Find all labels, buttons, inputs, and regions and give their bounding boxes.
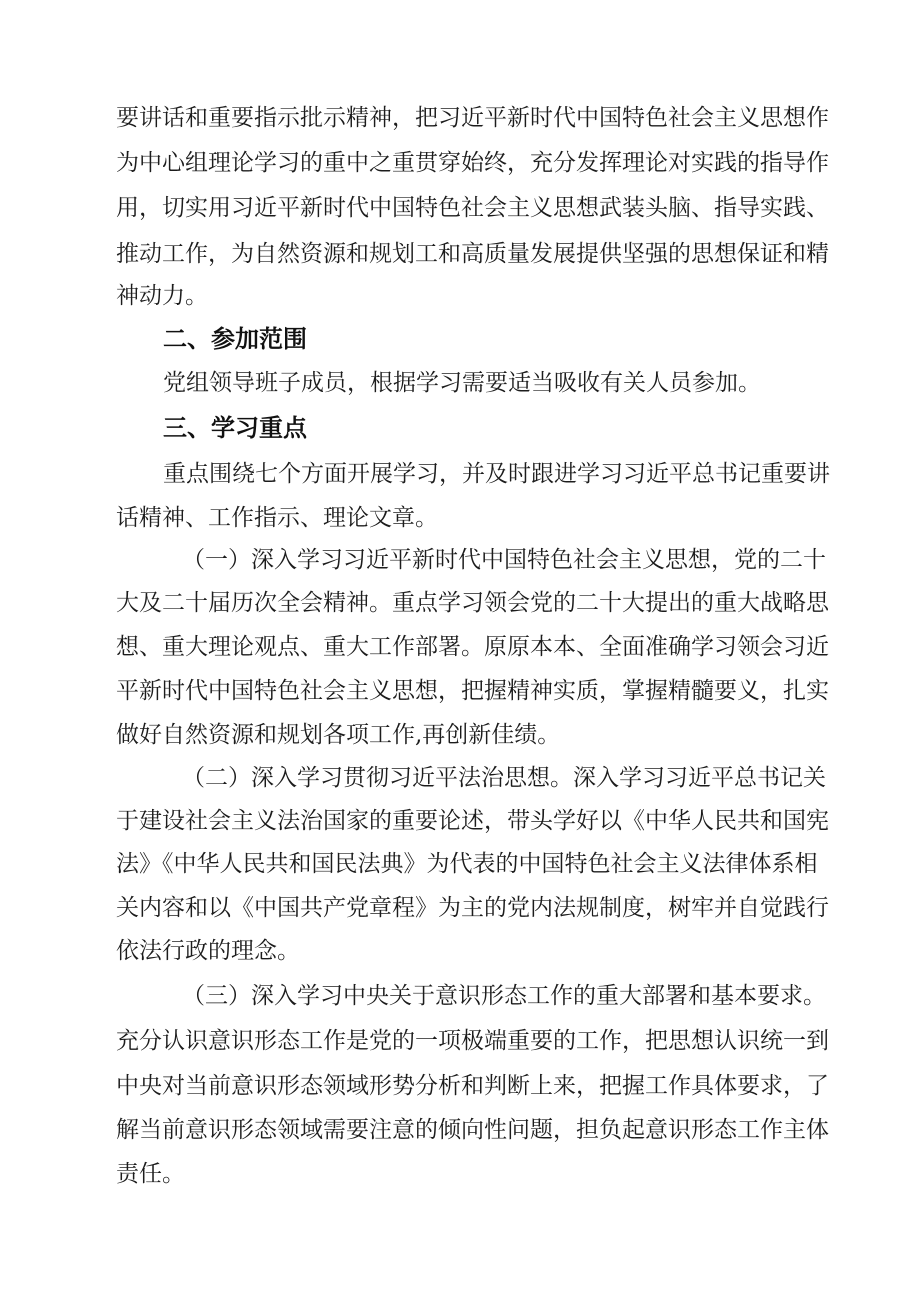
section-heading-scope: 二、参加范围 — [163, 325, 307, 353]
focus-item-line: 解当前意识形态领域需要注意的倾向性问题，担负起意识形态工作主体 — [116, 1117, 829, 1143]
focus-item-line: 关内容和以《中国共产党章程》为主的党内法规制度，树牢并自觉践行 — [116, 895, 829, 921]
focus-item-line: 责任。 — [116, 1161, 185, 1187]
focus-intro-line: 重点围绕七个方面开展学习，并及时跟进学习习近平总书记重要讲 — [163, 461, 830, 487]
focus-item-line: （二）深入学习贯彻习近平法治思想。深入学习习近平总书记关 — [182, 765, 826, 791]
focus-item-line: 做好自然资源和规划各项工作,再创新佳绩。 — [116, 722, 561, 748]
focus-item-line: 于建设社会主义法治国家的重要论述，带头学好以《中华人民共和国宪 — [116, 808, 829, 834]
section-heading-focus: 三、学习重点 — [163, 414, 307, 442]
focus-item-line: 依法行政的理念。 — [116, 938, 300, 964]
focus-item-line: 法》《中华人民共和国民法典》为代表的中国特色社会主义法律体系相 — [116, 851, 818, 877]
focus-item-line: 中央对当前意识形态领域形势分析和判断上来，把握工作具体要求，了 — [116, 1073, 829, 1099]
focus-item-line: （三）深入学习中央关于意识形态工作的重大部署和基本要求。 — [182, 983, 826, 1009]
focus-item-line: 平新时代中国特色社会主义思想，把握精神实质，掌握精髓要义，扎实 — [116, 678, 829, 704]
intro-line: 神动力。 — [116, 283, 208, 309]
scope-line: 党组领导班子成员，根据学习需要适当吸收有关人员参加。 — [163, 370, 761, 396]
intro-line: 为中心组理论学习的重中之重贯穿始终，充分发挥理论对实践的指导作 — [116, 150, 829, 176]
intro-line: 用，切实用习近平新时代中国特色社会主义思想武装头脑、指导实践、 — [116, 195, 829, 221]
focus-item-line: 想、重大理论观点、重大工作部署。原原本本、全面准确学习领会习近 — [116, 634, 829, 660]
intro-line: 要讲话和重要指示批示精神，把习近平新时代中国特色社会主义思想作 — [116, 105, 829, 131]
focus-intro-line: 话精神、工作指示、理论文章。 — [116, 505, 438, 531]
intro-line: 推动工作，为自然资源和规划工和高质量发展提供坚强的思想保证和精 — [116, 241, 829, 267]
focus-item-line: 大及二十届历次全会精神。重点学习领会党的二十大提出的重大战略思 — [116, 590, 829, 616]
focus-item-line: （一）深入学习习近平新时代中国特色社会主义思想，党的二十 — [182, 547, 826, 573]
focus-item-line: 充分认识意识形态工作是党的一项极端重要的工作，把思想认识统一到 — [116, 1028, 829, 1054]
